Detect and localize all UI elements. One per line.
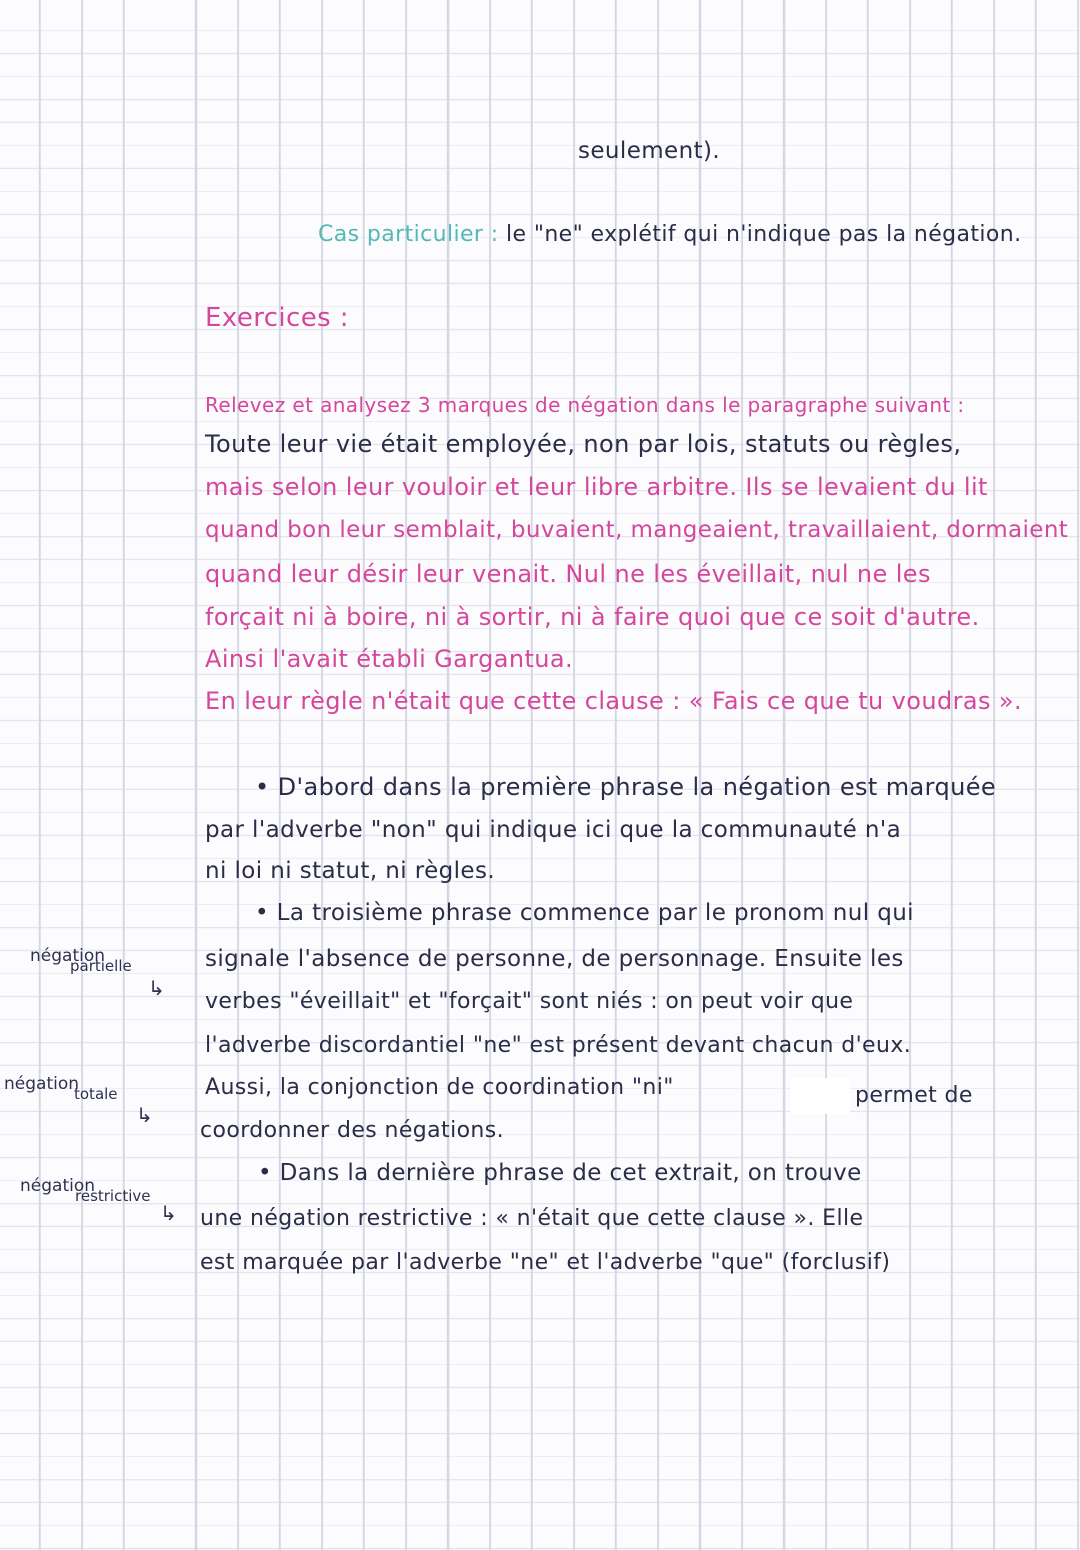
special-case	[318, 222, 1022, 247]
special-case-label: Cas particulier :	[318, 222, 499, 247]
analysis-line: est marquée par l'adverbe "ne" et l'adverbe "que" (forclusif)	[200, 1250, 891, 1275]
analysis-line: coordonner des négations.	[200, 1118, 505, 1143]
analysis-line: par l'adverbe "non" qui indique ici que la communauté n'a	[205, 817, 902, 843]
analysis-line: l'adverbe discordantiel "ne" est présent devant chacun d'eux.	[205, 1033, 912, 1058]
margin-note: négation totale	[4, 1074, 118, 1103]
passage-line: quand bon leur semblait, buvaient, mangeaient, travaillaient, dormaient	[205, 517, 1069, 543]
analysis-line: signale l'absence de personne, de personnage. Ensuite les	[205, 946, 904, 972]
analysis-line: Aussi, la conjonction de coordination "ni"	[205, 1075, 674, 1100]
analysis-line: • D'abord dans la première phrase la négation est marquée	[255, 773, 997, 801]
blank-patch	[790, 1078, 850, 1114]
passage-line: Ainsi l'avait établi Gargantua.	[205, 645, 574, 673]
analysis-line: • Dans la dernière phrase de cet extrait, on trouve	[258, 1160, 862, 1186]
passage-line: mais selon leur vouloir et leur libre arbitre. Ils se levaient du lit	[205, 473, 988, 501]
arrow-icon: ↳	[136, 1103, 153, 1127]
special-case-text: le "ne" explétif qui n'indique pas la négation.	[505, 222, 1022, 247]
passage-line: Toute leur vie était employée, non par lois, statuts ou règles,	[205, 430, 962, 458]
analysis-line: une négation restrictive : « n'était que cette clause ». Elle	[200, 1206, 864, 1231]
passage-line: forçait ni à boire, ni à sortir, ni à faire quoi que ce soit d'autre.	[205, 603, 980, 631]
passage-line: En leur règle n'était que cette clause : « Fais ce que tu voudras ».	[205, 687, 1023, 715]
margin-note: négation restrictive	[20, 1176, 151, 1205]
analysis-line: ni loi ni statut, ni règles.	[205, 858, 496, 884]
analysis-line: • La troisième phrase commence par le pronom nul qui	[255, 900, 914, 926]
top-fragment: seulement).	[578, 138, 721, 164]
analysis-line: permet de	[855, 1083, 973, 1108]
exercises-title: Exercices :	[205, 303, 349, 333]
passage-line: quand leur désir leur venait. Nul ne les éveillait, nul ne les	[205, 560, 931, 588]
arrow-icon: ↳	[148, 976, 165, 1000]
exercise-instruction: Relevez et analysez 3 marques de négation dans le paragraphe suivant :	[205, 393, 965, 417]
margin-note: négation partielle	[30, 946, 132, 975]
arrow-icon: ↳	[160, 1201, 177, 1225]
analysis-line: verbes "éveillait" et "forçait" sont niés : on peut voir que	[205, 989, 854, 1014]
